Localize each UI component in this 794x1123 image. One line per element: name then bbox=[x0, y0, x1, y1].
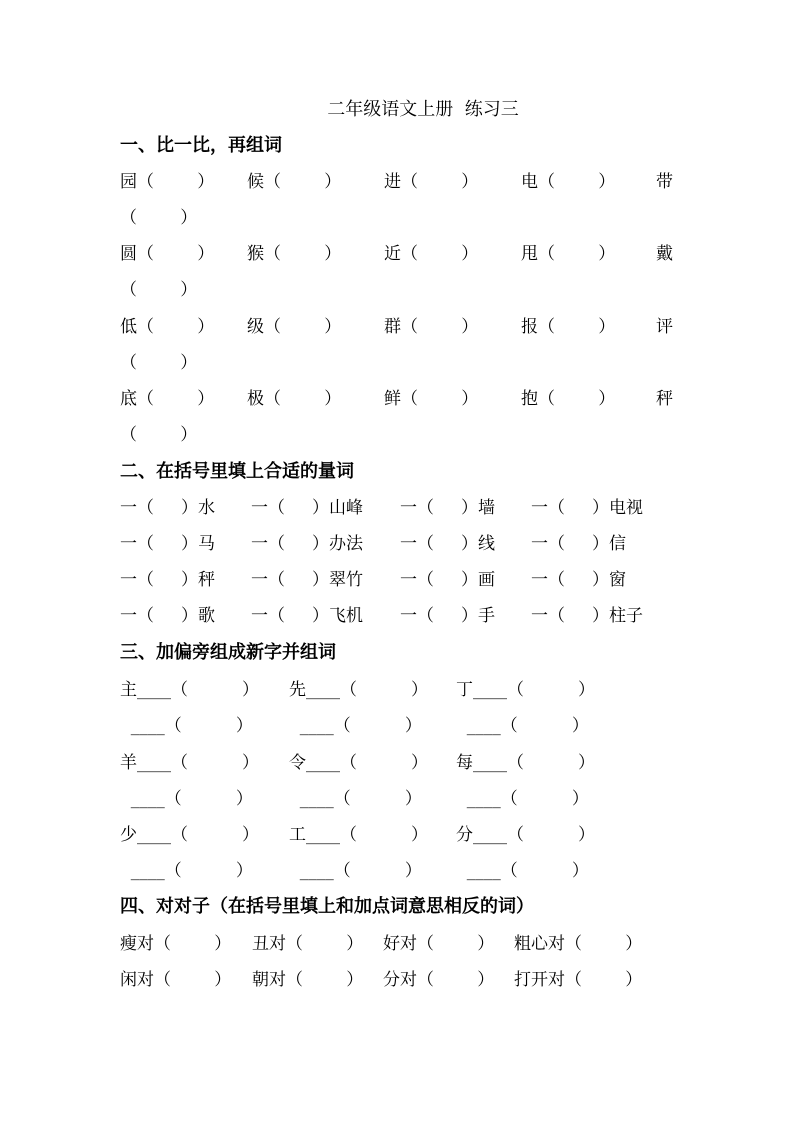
s3-row6-item1: ____（ ） bbox=[120, 861, 253, 881]
s3-row2-item1: ____（ ） bbox=[120, 716, 253, 736]
s2-row3-item2: 一（ ）翠竹 bbox=[251, 570, 364, 590]
s1-row2-item2: 猴（ ） bbox=[247, 244, 342, 264]
s2-row1-item4: 一（ ）电视 bbox=[531, 498, 644, 518]
s3-row4-item3: ____（ ） bbox=[456, 789, 589, 809]
s2-row3-item3: 一（ ）画 bbox=[400, 570, 496, 590]
s4-row1-item2: 丑对（ ） bbox=[252, 934, 364, 954]
s4-row1-item1: 瘦对（ ） bbox=[120, 934, 232, 954]
s1-row3-item5: 评 bbox=[656, 317, 673, 337]
s1-row4-item4: 抱（ ） bbox=[521, 389, 616, 409]
s2-row1-item3: 一（ ）墙 bbox=[400, 498, 496, 518]
s1-row4-item3: 鲜（ ） bbox=[384, 389, 479, 409]
section1-heading: 一、比一比，再组词 bbox=[120, 135, 282, 156]
s3-row1-item3: 丁____（ ） bbox=[456, 680, 596, 700]
s3-row4-item1: ____（ ） bbox=[120, 789, 253, 809]
s2-row4-item4: 一（ ）柱子 bbox=[531, 606, 644, 626]
s3-row2-item3: ____（ ） bbox=[456, 716, 589, 736]
s1-row1-item5: 带 bbox=[656, 172, 673, 192]
s1-row4-item2: 极（ ） bbox=[247, 389, 342, 409]
s2-row2-item4: 一（ ）信 bbox=[531, 534, 627, 554]
s2-row1-item2: 一（ ）山峰 bbox=[251, 498, 364, 518]
s1-row2-item3: 近（ ） bbox=[384, 244, 479, 264]
s1-row4-item5: 秤 bbox=[656, 389, 673, 409]
s3-row4-item2: ____（ ） bbox=[289, 789, 422, 809]
s1-row2-item1: 圆（ ） bbox=[120, 244, 215, 264]
s4-row1-item3: 好对（ ） bbox=[383, 934, 495, 954]
s2-row2-item3: 一（ ）线 bbox=[400, 534, 496, 554]
s2-row2-item2: 一（ ）办法 bbox=[251, 534, 364, 554]
s1-row1-item1: 园（ ） bbox=[120, 172, 215, 192]
page-title: 二年级语文上册 练习三 bbox=[327, 99, 519, 120]
s3-row6-item2: ____（ ） bbox=[289, 861, 422, 881]
s3-row1-item1: 主____（ ） bbox=[120, 680, 260, 700]
s1-row1-item3: 进（ ） bbox=[384, 172, 479, 192]
s1-row1-item2: 候（ ） bbox=[247, 172, 342, 192]
s1-row2-item5: 戴 bbox=[656, 244, 673, 264]
s1-row3-item4: 报（ ） bbox=[521, 317, 616, 337]
s1-row1-item4: 电（ ） bbox=[521, 172, 616, 192]
s4-row2-item2: 朝对（ ） bbox=[252, 970, 364, 990]
s4-row2-item4: 打开对（ ） bbox=[514, 970, 643, 990]
s4-row2-item3: 分对（ ） bbox=[383, 970, 495, 990]
s1-row3-item1: 低（ ） bbox=[120, 317, 215, 337]
section2-heading: 二、在括号里填上合适的量词 bbox=[120, 461, 354, 482]
s3-row5-item2: 工____（ ） bbox=[289, 825, 429, 845]
s2-row1-item1: 一（ ）水 bbox=[120, 498, 216, 518]
s1-row3-item3: 群（ ） bbox=[384, 317, 479, 337]
s2-row4-item3: 一（ ）手 bbox=[400, 606, 496, 626]
section4-heading: 四、对对子（在括号里填上和加点词意思相反的词） bbox=[120, 896, 534, 917]
s1-row2-item4: 甩（ ） bbox=[521, 244, 616, 264]
s2-row3-item1: 一（ ）秤 bbox=[120, 570, 216, 590]
s4-row2-item1: 闲对（ ） bbox=[120, 970, 232, 990]
s1-row3-item2: 级（ ） bbox=[247, 317, 342, 337]
s4-row1-item4: 粗心对（ ） bbox=[514, 934, 643, 954]
s1-row4-wrap: （ ） bbox=[120, 425, 198, 445]
s3-row3-item3: 每____（ ） bbox=[456, 753, 596, 773]
s2-row4-item2: 一（ ）飞机 bbox=[251, 606, 364, 626]
s3-row5-item3: 分____（ ） bbox=[456, 825, 596, 845]
s3-row6-item3: ____（ ） bbox=[456, 861, 589, 881]
s3-row2-item2: ____（ ） bbox=[289, 716, 422, 736]
s2-row2-item1: 一（ ）马 bbox=[120, 534, 216, 554]
s3-row5-item1: 少____（ ） bbox=[120, 825, 260, 845]
s3-row3-item1: 羊____（ ） bbox=[120, 753, 260, 773]
s2-row3-item4: 一（ ）窗 bbox=[531, 570, 627, 590]
s1-row4-item1: 底（ ） bbox=[120, 389, 215, 409]
section3-heading: 三、加偏旁组成新字并组词 bbox=[120, 642, 336, 663]
s1-row1-wrap: （ ） bbox=[120, 208, 198, 228]
s1-row3-wrap: （ ） bbox=[120, 353, 198, 373]
s3-row3-item2: 令____（ ） bbox=[289, 753, 429, 773]
s2-row4-item1: 一（ ）歌 bbox=[120, 606, 216, 626]
s1-row2-wrap: （ ） bbox=[120, 280, 198, 300]
s3-row1-item2: 先____（ ） bbox=[289, 680, 429, 700]
